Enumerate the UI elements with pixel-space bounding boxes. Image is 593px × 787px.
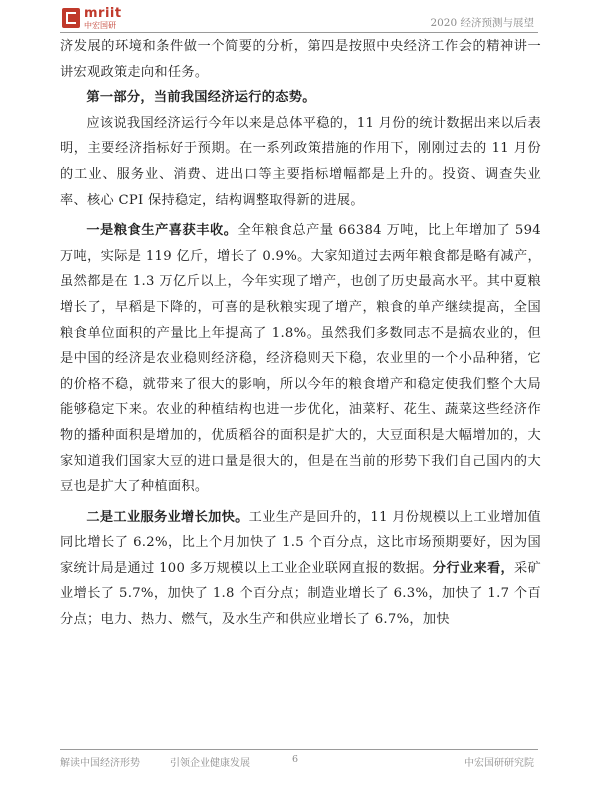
industry-heading: 二是工业服务业增长加快。 xyxy=(86,509,249,525)
paragraph-overview: 应该说我国经济运行今年以来是总体平稳的，11 月份的统计数据出来以后表明，主要经济指标好于预期。在一系列政策措施的作用下，刚刚过去的 11 月份的工业、服务业、消费、进出口等主要指标增幅都是上升的。投资、调查失业率、核心 CPI 保持稳定，结构调整取得新的进展。 xyxy=(60,115,541,208)
logo-subtext: 中宏国研 xyxy=(84,21,116,30)
logo xyxy=(62,8,152,30)
logo-text: mriit xyxy=(84,6,122,21)
page-footer xyxy=(60,749,538,772)
section-heading xyxy=(60,85,541,111)
industry-text: 工业生产是回升的，11 月份规模以上工业增加值同比增长了 6.2%，比上个月加快了 1.5 个百分点，这比市场预期要好，因为国家统计局是通过 100 多万规模以上工业企业联网直报的数据。 xyxy=(60,509,541,576)
grain-heading: 一是粮食生产喜获丰收。 xyxy=(86,223,238,239)
footer-left-text: 解读中国经济形势 xyxy=(60,758,140,769)
section-heading-text: 第一部分，当前我国经济运行的态势。 xyxy=(86,90,316,106)
page-number: 6 xyxy=(292,754,299,765)
header-title: 2020 经济预测与展望 xyxy=(430,17,534,29)
footer-right-text: 中宏国研研究院 xyxy=(464,758,534,769)
logo-icon xyxy=(62,8,80,28)
industry-subheading: 分行业来看， xyxy=(432,560,514,576)
industry-text-continued: 采矿业增长了 5.7%，加快了 1.8 个百分点；制造业增长了 6.3%，加快了 1.7 个百分点；电力、热力、燃气，及水生产和供应业增长了 6.7%，加快 xyxy=(60,560,541,628)
footer-middle-text: 引领企业健康发展 xyxy=(170,758,250,769)
paragraph-intro: 济发展的环境和条件做一个简要的分析，第四是按照中央经济工作会的精神讲一讲宏观政策走向和任务。 xyxy=(60,39,541,80)
paragraph-industry xyxy=(60,505,541,633)
grain-text: 全年粮食总产量 66384 万吨，比上年增加了 594 万吨，实际是 119 亿斤，增长了 0.9%。大家知道过去两年粮食都是略有减产，虽然都是在 1.3 万亿斤以上，今年实现了增产，也创了历史最高水平。其中夏粮增长了，早稻是下降的，可喜的是秋粮实现了增产，粮食的单产继续提高，全国粮食单位面积的产量比上年提高了 1.8%。虽然我们多数同志不是搞农业的，但是中国的经济是农业稳则经济稳，经济稳则天下稳，农业里的一个小品种猪，它的价格不稳，就带来了很大的影响，所以今年的粮食增产和稳定使我们整个大局能够稳定下来。农业的种植结构也进一步优化，油菜籽、花生、蔬菜这些经济作物的播种面积是增加的，优质稻谷的面积是扩大的，大豆面积是大幅增加的，大家知道我们国家大豆的进口量是很大的，但是在当前的形势下我们自己国内的大豆也是扩大了种植面积。 xyxy=(60,223,541,495)
page-header xyxy=(60,6,538,33)
paragraph-grain xyxy=(60,218,541,500)
document-body xyxy=(60,34,541,633)
